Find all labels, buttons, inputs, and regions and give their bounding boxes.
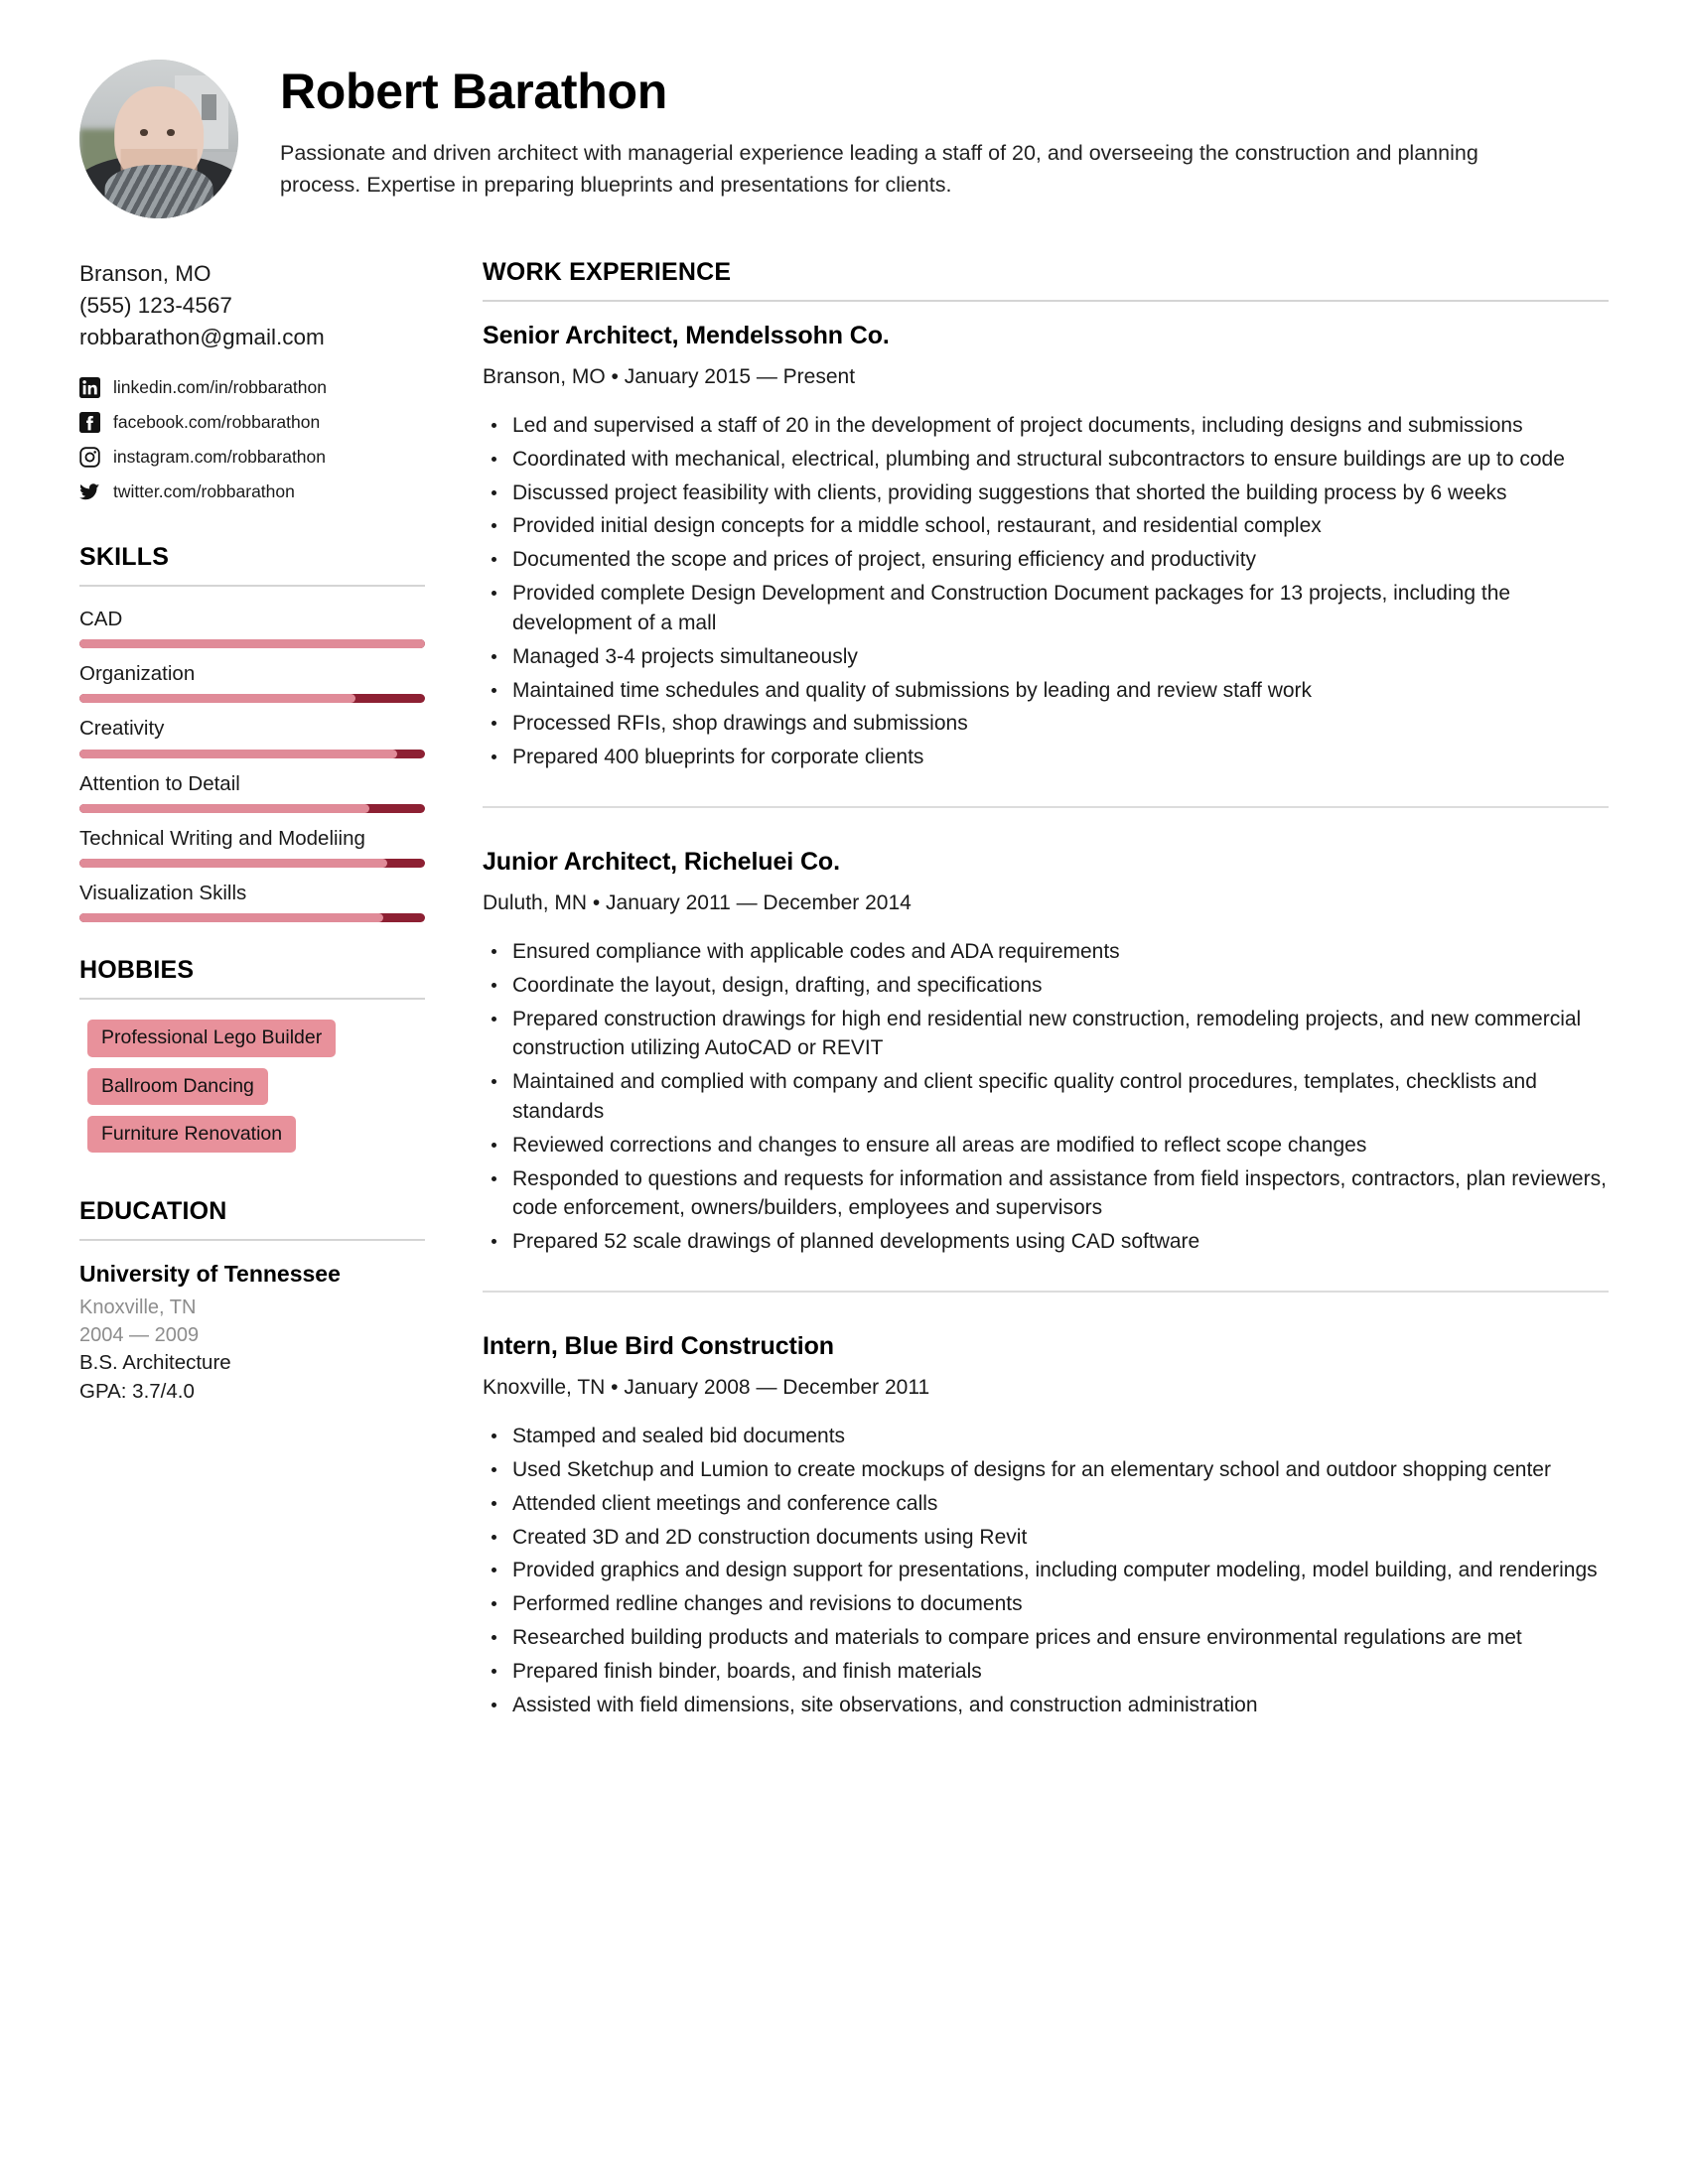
resume-header (79, 60, 1609, 258)
bullet-item: Provided complete Design Development and Construction Document packages for 13 projects, including the development of a mall (483, 579, 1609, 638)
hobby-row (87, 1020, 425, 1067)
contact-location: Branson, MO (79, 261, 211, 286)
bullet-item: Reviewed corrections and changes to ensure all areas are modified to reflect scope changes (483, 1131, 1609, 1160)
bullet-item: Provided graphics and design support for presentations, including computer modeling, model building, and renderings (483, 1556, 1609, 1585)
job-meta: Duluth, MN • January 2011 — December 2014 (483, 890, 912, 914)
bullet-item: Documented the scope and prices of project, ensuring efficiency and productivity (483, 545, 1609, 575)
divider (483, 806, 1609, 808)
page-title: Robert Barathon (280, 64, 667, 119)
divider (79, 998, 425, 1000)
skill-bar-fill (79, 639, 425, 648)
bullet-item: Attended client meetings and conference calls (483, 1489, 1609, 1519)
social-label: twitter.com/robbarathon (113, 481, 295, 502)
skill-label: Attention to Detail (79, 771, 240, 795)
social-link-instagram[interactable] (79, 445, 425, 471)
skills-heading: SKILLS (79, 542, 170, 571)
divider (483, 300, 1609, 302)
skill-label: Organization (79, 662, 196, 686)
skill-label: Creativity (79, 717, 165, 741)
job-title: Junior Architect, Richeluei Co. (483, 847, 840, 876)
instagram-icon (79, 447, 100, 468)
bullet-item: Prepared construction drawings for high end residential new construction, remodeling projects, and new commercial construction utilizing AutoCAD or REVIT (483, 1005, 1609, 1064)
avatar (79, 60, 238, 218)
sidebar (79, 258, 425, 1735)
skill-bar-track (79, 694, 425, 703)
skill-bar-fill (79, 859, 387, 868)
skill-item (79, 771, 425, 813)
bullet-item: Researched building products and materials to compare prices and ensure environmental regulations are met (483, 1623, 1609, 1653)
job-title: Senior Architect, Mendelssohn Co. (483, 322, 890, 349)
bullet-item: Maintained and complied with company and client specific quality control procedures, templates, checklists and standards (483, 1067, 1609, 1127)
social-link-linkedin[interactable] (79, 375, 425, 401)
bullet-item: Prepared finish binder, boards, and finish materials (483, 1657, 1609, 1687)
skill-item (79, 661, 425, 703)
skills-section (79, 543, 425, 922)
hobby-row (87, 1116, 425, 1163)
bullet-item: Ensured compliance with applicable codes and ADA requirements (483, 937, 1609, 967)
skill-item (79, 716, 425, 757)
bullet-item: Processed RFIs, shop drawings and submissions (483, 709, 1609, 739)
social-label: linkedin.com/in/robbarathon (113, 377, 327, 398)
header-text (280, 60, 1609, 202)
skill-bar-track (79, 859, 425, 868)
bullet-item: Stamped and sealed bid documents (483, 1422, 1609, 1451)
bullet-item: Prepared 52 scale drawings of planned developments using CAD software (483, 1227, 1609, 1257)
bullet-item: Coordinated with mechanical, electrical, plumbing and structural subcontractors to ensure buildings are up to code (483, 445, 1609, 475)
skill-label: CAD (79, 607, 123, 630)
skill-label: Technical Writing and Modeliing (79, 826, 365, 850)
avatar-eye-right (167, 129, 175, 135)
hobbies-section (79, 956, 425, 1163)
facebook-icon (79, 412, 100, 433)
skill-item (79, 826, 425, 868)
avatar-scarf (105, 165, 213, 218)
contact-phone[interactable]: (555) 123-4567 (79, 292, 232, 318)
divider (79, 585, 425, 587)
skill-bar-track (79, 913, 425, 922)
job-entry (483, 1332, 1609, 1719)
divider (483, 1291, 1609, 1293)
social-link-twitter[interactable] (79, 479, 425, 505)
contact-block (79, 258, 425, 353)
divider (79, 1239, 425, 1241)
bullet-item: Managed 3-4 projects simultaneously (483, 642, 1609, 672)
job-entry (483, 322, 1609, 772)
resume-body (79, 258, 1609, 1735)
skill-bar-fill (79, 750, 397, 758)
hobby-pill: Ballroom Dancing (87, 1068, 268, 1105)
education-section (79, 1197, 425, 1406)
social-label: facebook.com/robbarathon (113, 412, 321, 433)
bullet-item: Maintained time schedules and quality of submissions by leading and review staff work (483, 676, 1609, 706)
bullet-item: Performed redline changes and revisions to documents (483, 1589, 1609, 1619)
job-bullets (483, 1422, 1609, 1719)
skill-label: Visualization Skills (79, 881, 247, 904)
twitter-icon (79, 481, 100, 502)
job-bullets (483, 411, 1609, 772)
bullet-item: Created 3D and 2D construction documents using Revit (483, 1523, 1609, 1553)
education-heading: EDUCATION (79, 1197, 227, 1226)
job-bullets (483, 937, 1609, 1257)
main-content (483, 258, 1609, 1735)
education-gpa: GPA: 3.7/4.0 (79, 1380, 195, 1404)
bullet-item: Responded to questions and requests for information and assistance from field inspectors, contractors, plan reviewers, code enforcement, owners/builders, employees and supervisors (483, 1164, 1609, 1224)
hobby-pill: Furniture Renovation (87, 1116, 296, 1153)
avatar-eye-left (140, 129, 148, 135)
job-meta: Branson, MO • January 2015 — Present (483, 365, 856, 388)
bullet-item: Used Sketchup and Lumion to create mockups of designs for an elementary school and outdoor shopping center (483, 1455, 1609, 1485)
skill-bar-fill (79, 694, 355, 703)
bullet-item: Assisted with field dimensions, site observations, and construction administration (483, 1691, 1609, 1720)
skill-bar-fill (79, 804, 369, 813)
job-title: Intern, Blue Bird Construction (483, 1332, 834, 1361)
education-degree: B.S. Architecture (79, 1351, 231, 1375)
education-location: Knoxville, TN (79, 1297, 197, 1319)
bullet-item: Discussed project feasibility with clients, providing suggestions that shorted the building process by 6 weeks (483, 478, 1609, 508)
job-meta: Knoxville, TN • January 2008 — December 2011 (483, 1376, 930, 1400)
skill-bar-track (79, 750, 425, 758)
avatar-window (202, 94, 215, 120)
skill-item (79, 607, 425, 648)
hobby-list (79, 1020, 425, 1163)
linkedin-icon (79, 377, 100, 398)
contact-email[interactable]: robbarathon@gmail.com (79, 324, 325, 349)
education-years: 2004 — 2009 (79, 1324, 200, 1347)
bullet-item: Led and supervised a staff of 20 in the development of project documents, including designs and submissions (483, 411, 1609, 441)
skill-bar-track (79, 639, 425, 648)
bullet-item: Prepared 400 blueprints for corporate clients (483, 743, 1609, 772)
education-school: University of Tennessee (79, 1261, 341, 1288)
hobby-pill: Professional Lego Builder (87, 1020, 336, 1056)
professional-summary: Passionate and driven architect with managerial experience leading a staff of 20, and overseeing the construction and planning process. Expertise in preparing blueprints and presentations for clients. (280, 141, 1478, 198)
social-links (79, 375, 425, 505)
social-label: instagram.com/robbarathon (113, 447, 326, 468)
social-link-facebook[interactable] (79, 410, 425, 436)
work-experience-heading: WORK EXPERIENCE (483, 258, 732, 286)
hobbies-heading: HOBBIES (79, 956, 195, 985)
job-entry (483, 848, 1609, 1257)
bullet-item: Coordinate the layout, design, drafting, and specifications (483, 971, 1609, 1001)
skill-bar-fill (79, 913, 383, 922)
bullet-item: Provided initial design concepts for a middle school, restaurant, and residential complex (483, 511, 1609, 541)
skill-item (79, 881, 425, 922)
skill-bar-track (79, 804, 425, 813)
hobby-row (87, 1068, 425, 1116)
